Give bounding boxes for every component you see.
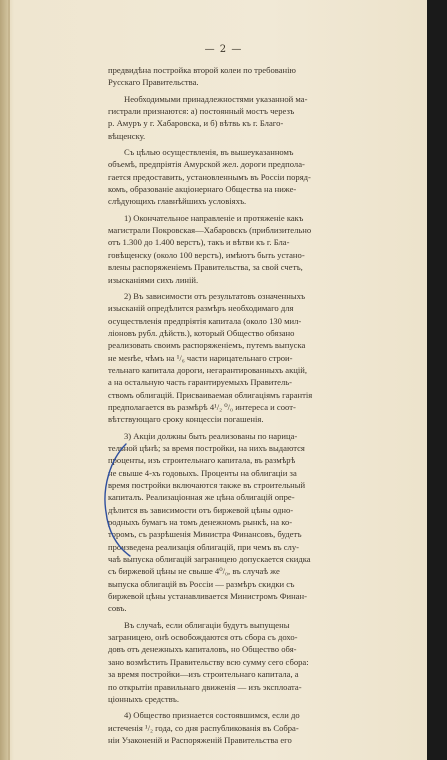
text-line: вѣтствующаго сроку концессіи погашенія.	[108, 414, 264, 425]
text-line: ціонныхъ средствъ.	[108, 693, 180, 704]
text-line: гается предоставить, установленнымъ въ Россіи поряд-	[108, 171, 311, 182]
text-line: говѣщенску (около 100 верстъ), имѣютъ быть устано-	[108, 249, 305, 260]
text-line: торомъ, съ разрѣшенія Министра Финансовъ, будетъ	[108, 529, 302, 540]
scan-dark-border	[427, 0, 447, 760]
text-line: не свыше 4-хъ годовыхъ. Проценты на облигаціи за	[108, 467, 297, 478]
text-line: 4) Общество признается состоявшимся, если до	[124, 710, 300, 721]
text-line: дѣлится въ зависимости отъ биржевой цѣны одно-	[108, 504, 294, 515]
text-line: изысканій опредѣлится размѣръ необходимаго для	[108, 303, 294, 314]
text-line: комъ, образованіе акціонернаго Общества на ниже-	[108, 184, 297, 195]
text-line: магистрали Покровская—Хабаровскъ (приблизительно	[108, 225, 312, 236]
text-line: съ биржевой цѣны не свыше 4⁰/₀, въ случаѣ же	[108, 566, 280, 577]
text-line: родныхъ бумагъ на томъ денежномъ рынкѣ, на ко-	[108, 517, 293, 528]
text-line: не менѣе, чѣмъ на ¹/₆ части нарицательнаго строи-	[108, 352, 293, 363]
text-line: 1) Окончательное направленіе и протяженіе какъ	[124, 212, 304, 223]
text-line: Необходимыми принадлежностями указанной ма-	[124, 93, 308, 104]
text-line: ствомъ облигацій. Присваиваемая облигаціямъ гарантія	[108, 389, 313, 400]
page-gutter-line	[8, 0, 10, 760]
text-line: Русскаго Правительства.	[108, 77, 199, 88]
text-line: а на остальную часть гарантируемыхъ Правитель-	[108, 377, 293, 388]
text-line: изысканіями сихъ линій.	[108, 274, 199, 285]
page-number: — 2 —	[204, 44, 243, 55]
text-line: 2) Въ зависимости отъ результатовъ означенныхъ	[124, 290, 306, 301]
text-line: чаѣ выпуска облигацій заграницею допускается скидка	[108, 554, 311, 565]
text-line: гистрали признаются: а) постоянный мостъ черезъ	[108, 106, 295, 117]
text-line: по открытіи правильнаго движенія — изъ эксплоата-	[108, 681, 302, 692]
text-line: реализовать своимъ распоряженіемъ, путемъ выпуска	[108, 340, 306, 351]
text-line: вѣщенску.	[108, 130, 146, 141]
text-line: отъ 1.300 до 1.400 верстъ), такъ и вѣтви къ г. Бла-	[108, 237, 290, 248]
text-line: тельнаго капитала дороги, негарантированныхъ акцій,	[108, 364, 308, 375]
text-line: Съ цѣлью осуществленія, въ вышеуказанномъ	[124, 147, 294, 158]
text-line: произведена реализація облигацій, при чемъ въ слу-	[108, 541, 300, 552]
text-line: Въ случаѣ, если облигаціи будутъ выпущены	[124, 619, 290, 630]
text-line: время постройки включаются также въ строительный	[108, 480, 306, 490]
text-line: истеченія ¹/₂ года, со дня распубликованія въ Собра-	[108, 722, 299, 733]
text-line: осуществленія предпріятія капитала (около 130 мил-	[108, 315, 302, 326]
handwritten-margin-mark	[96, 440, 136, 560]
text-line: довъ отъ денежныхъ капиталовъ, но Общество обя-	[108, 644, 297, 655]
text-line: биржевой цѣны устанавливается Министромъ Финан-	[108, 591, 307, 602]
text-line: заграницею, онѣ освобождаются отъ сбора съ дохо-	[108, 632, 298, 643]
text-line: р. Амуръ у г. Хабаровска, и б) вѣтвь къ г. Благо-	[108, 118, 284, 129]
text-line: ніи Узаконеній и Распоряженій Правительства его	[108, 734, 292, 745]
document-text-block	[108, 64, 366, 746]
text-line: влены распоряженіемъ Правительства, за свой счетъ,	[108, 262, 303, 273]
text-line: предполагается въ размѣрѣ 4¹/₂ ⁰/₀ интереса и соот-	[108, 401, 296, 412]
text-line: объемѣ, предпріятія Амурской жел. дороги предпола-	[108, 159, 305, 170]
text-line: предвидѣна постройка второй колеи по требованію	[108, 65, 296, 75]
text-line: за время постройки—изъ строительнаго капитала, а	[108, 669, 299, 680]
text-line: зано возмѣстить Правительству всю сумму сего сбора:	[108, 656, 309, 667]
text-line: 3) Акціи должны быть реализованы по нарица-	[124, 430, 298, 441]
text-line: слѣдующихъ главнѣйшихъ условіяхъ.	[108, 196, 247, 207]
text-line: тельной цѣнѣ; за время постройки, на нихъ выдаются	[108, 442, 305, 453]
text-line: выпуска облигацій въ Россіи — размѣръ скидки съ	[108, 578, 295, 589]
text-line: совъ.	[108, 603, 127, 614]
text-line: проценты, изъ строительнаго капитала, въ размѣрѣ	[108, 455, 296, 466]
text-line: капиталъ. Реализаціонная же цѣна облигацій опре-	[108, 492, 295, 503]
text-line: ліоновъ рубл. дѣйств.), который Общество обязано	[108, 327, 295, 338]
